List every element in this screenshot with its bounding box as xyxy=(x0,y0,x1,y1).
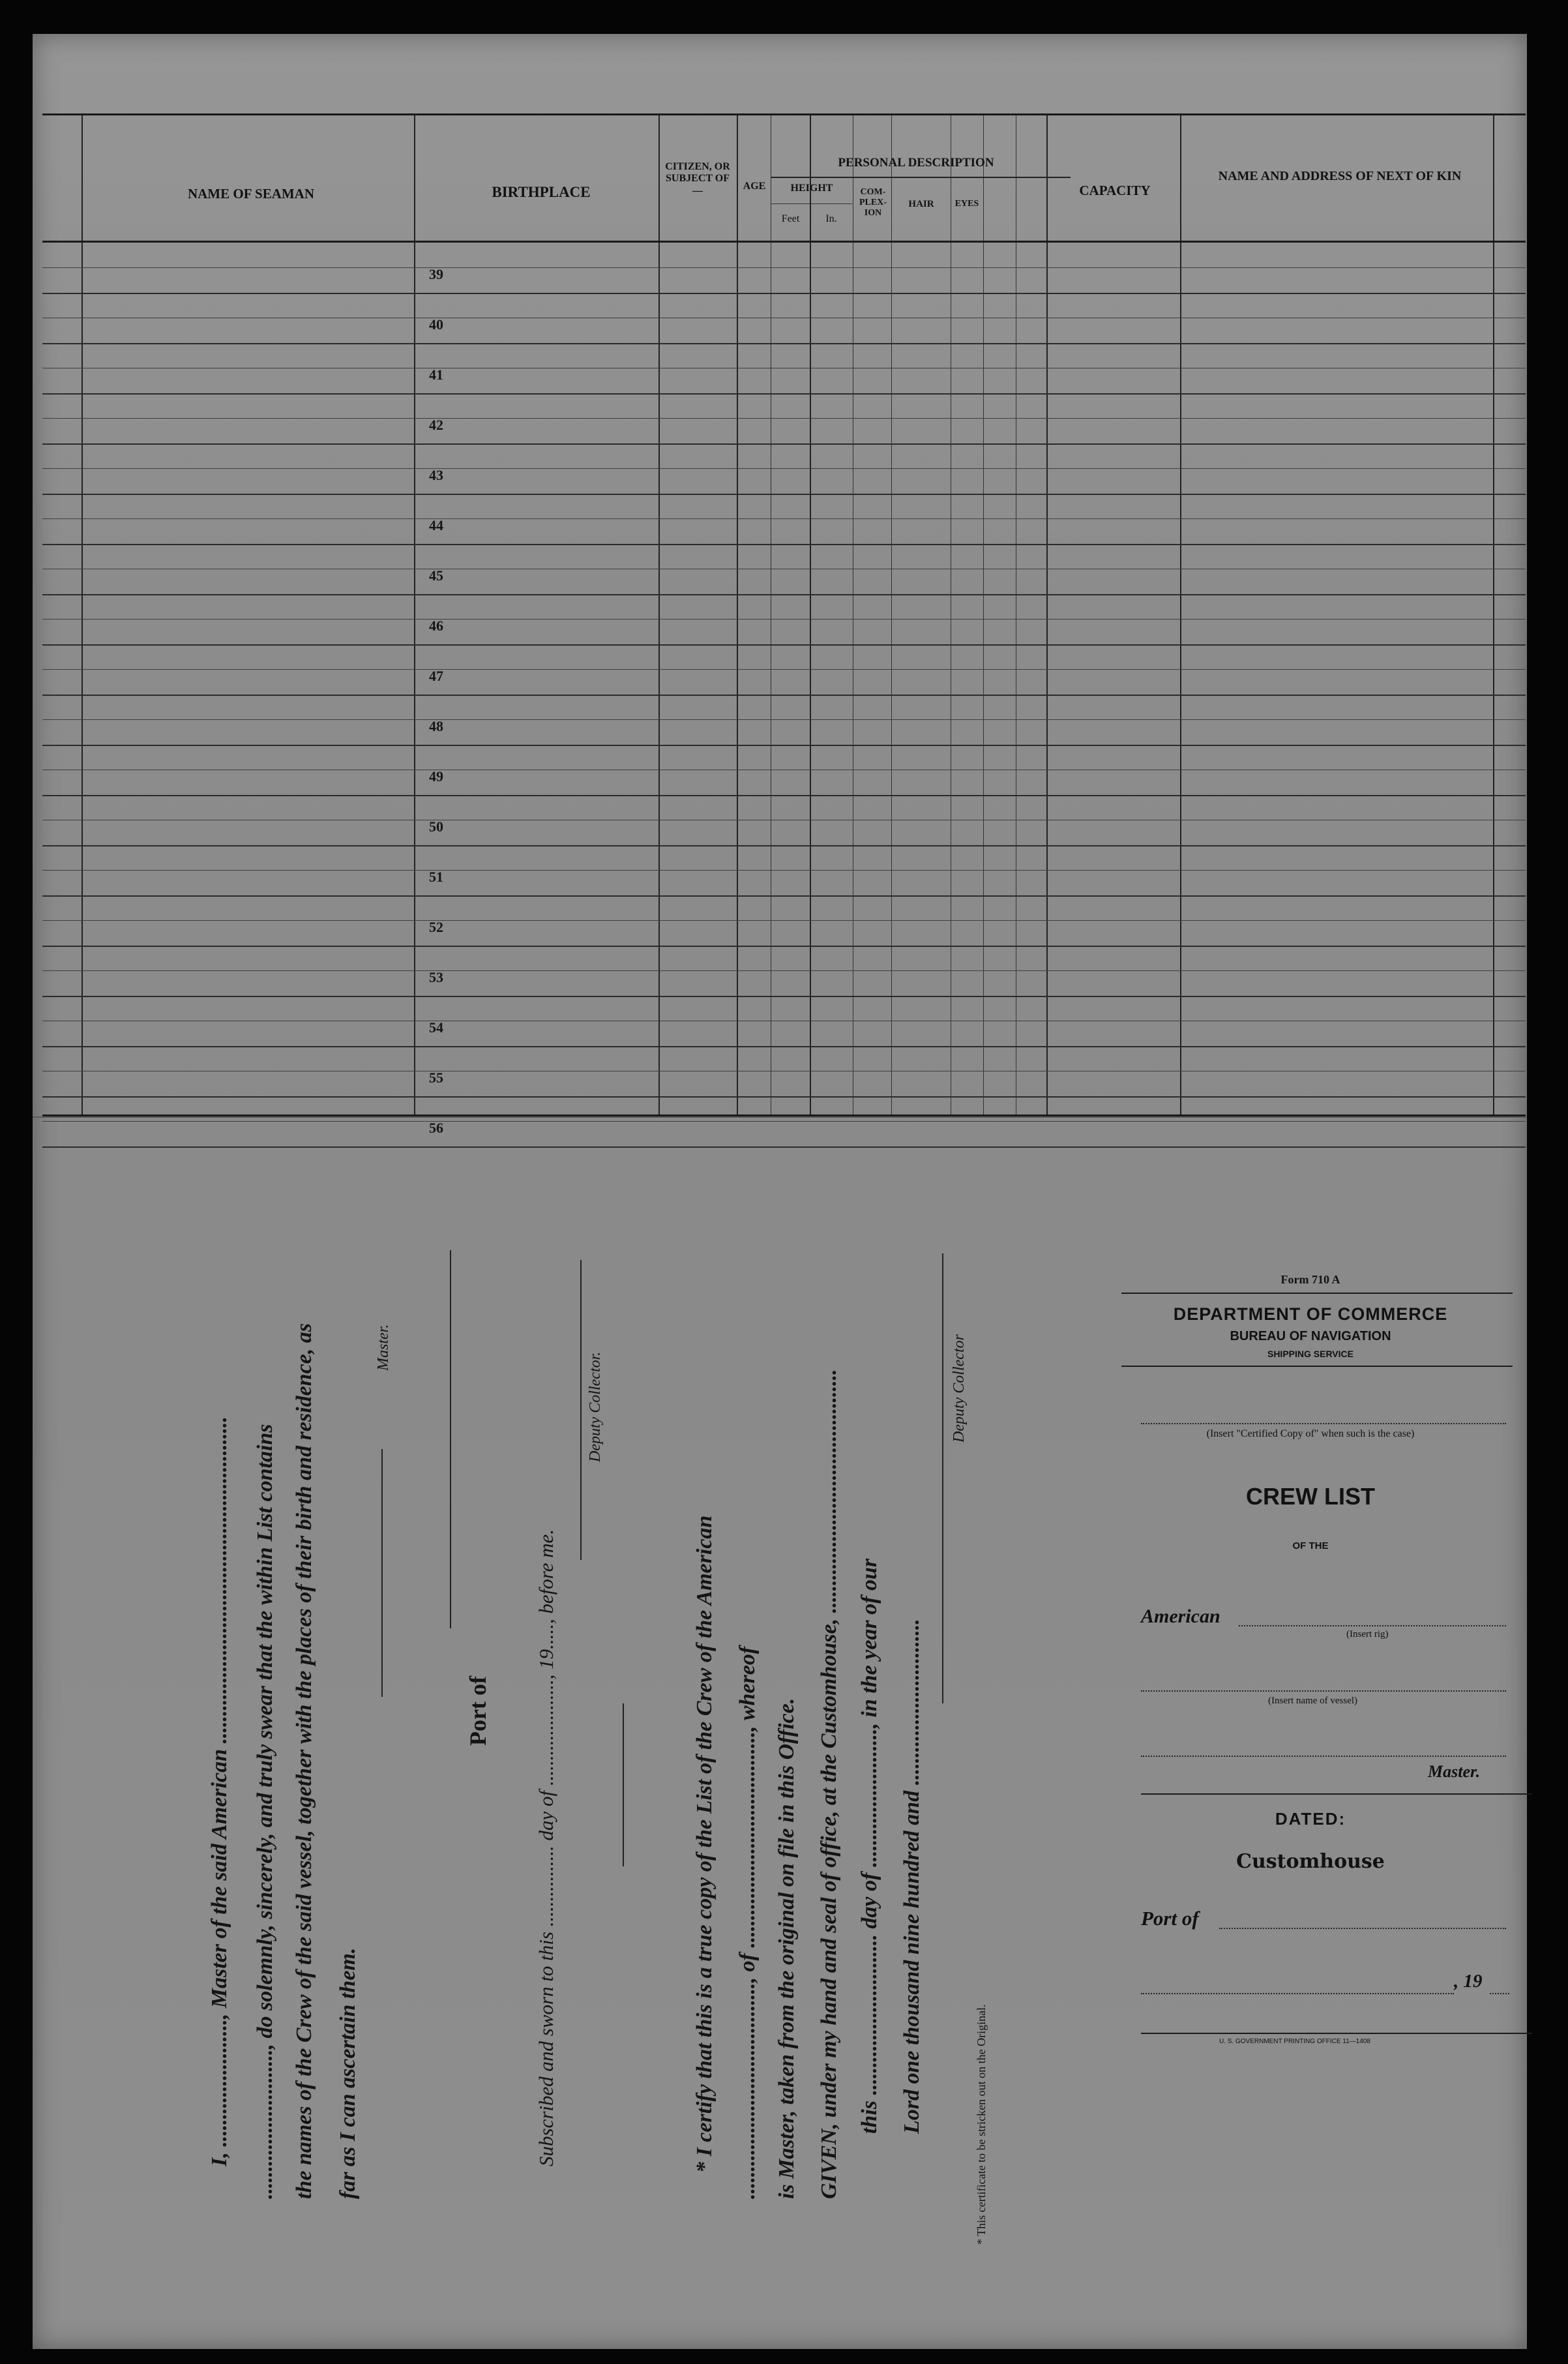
header-birthplace: BIRTHPLACE xyxy=(492,184,591,200)
dated-label: DATED: xyxy=(1275,1809,1346,1829)
row-number: 55 xyxy=(429,1070,443,1086)
service-title: SHIPPING SERVICE xyxy=(1267,1349,1354,1359)
header-eyes: EYES xyxy=(954,199,979,209)
oath-line-1: I, ......................., Master of the said American ........................................................... xyxy=(207,1416,231,2166)
master-signature-label: Master. xyxy=(375,1324,392,1371)
port-of-cover-label: Port of xyxy=(1141,1907,1199,1930)
certificate-line-1: * I certify that this is a true copy of the List of the Crew of the American xyxy=(692,1515,717,2173)
header-feet: Feet xyxy=(781,213,800,224)
of-the-label: OF THE xyxy=(1292,1540,1329,1551)
table-row xyxy=(42,343,1526,395)
header-citizen: CITIZEN, OR SUBJECT OF— xyxy=(665,161,730,196)
row-number: 43 xyxy=(429,467,443,483)
table-row xyxy=(42,845,1526,897)
table-row xyxy=(42,243,1526,294)
row-number: 41 xyxy=(429,367,443,383)
row-number: 48 xyxy=(429,718,443,734)
row-number: 56 xyxy=(429,1120,443,1136)
header-inches: In. xyxy=(825,213,837,224)
date-year-label: , 19 xyxy=(1454,1971,1483,1992)
master-label: Master. xyxy=(1428,1762,1481,1781)
certificate-line-2: ......................................., of ......................................., whereof xyxy=(735,1646,760,2199)
header-next-of-kin: NAME AND ADDRESS OF NEXT OF KIN xyxy=(1218,169,1462,183)
crew-list-title: CREW LIST xyxy=(1246,1483,1375,1510)
crew-table xyxy=(42,113,1526,1136)
table-row xyxy=(42,544,1526,595)
certificate-line-3: is Master, taken from the original on file in this Office. xyxy=(775,1698,799,2199)
table-row xyxy=(42,393,1526,445)
table-row xyxy=(42,695,1526,746)
table-row xyxy=(42,293,1526,344)
certificate-line-6: Lord one thousand nine hundred and .............................. xyxy=(900,1619,924,2134)
table-row xyxy=(42,1046,1526,1098)
table-row xyxy=(42,795,1526,846)
header-age: AGE xyxy=(743,181,766,192)
oath-line-3: the names of the Crew of the said vessel, together with the places of their birth and residence, as xyxy=(292,1323,316,2199)
row-number: 52 xyxy=(429,919,443,935)
table-row xyxy=(42,594,1526,646)
department-title: DEPARTMENT OF COMMERCE xyxy=(1173,1304,1448,1324)
header-name-of-seaman: NAME OF SEAMAN xyxy=(187,186,315,202)
row-number: 39 xyxy=(429,266,443,282)
row-number: 53 xyxy=(429,969,443,985)
row-number: 54 xyxy=(429,1019,443,1036)
certificate-line-5: this ............................. day of ........................., in the year of our xyxy=(857,1558,881,2134)
table-row xyxy=(42,1096,1526,1148)
customhouse-label: Customhouse xyxy=(1236,1850,1385,1873)
oath-line-4: far as I can ascertain them. xyxy=(336,1947,360,2199)
deputy-collector-label-2: Deputy Collector xyxy=(951,1334,968,1443)
table-row xyxy=(42,745,1526,796)
row-number: 47 xyxy=(429,668,443,684)
row-number: 49 xyxy=(429,768,443,785)
table-row xyxy=(42,895,1526,947)
header-height: HEIGHT xyxy=(790,183,833,194)
row-number: 46 xyxy=(429,618,443,634)
row-number: 50 xyxy=(429,818,443,835)
crew-list-page xyxy=(33,34,1527,2349)
certificate-footnote: * This certificate to be stricken out on the Original. xyxy=(975,2004,988,2245)
form-number: Form 710 A xyxy=(1280,1273,1340,1286)
row-number: 51 xyxy=(429,869,443,885)
header-hair: HAIR xyxy=(908,199,934,209)
insert-certified-note: (Insert "Certified Copy of" when such is the case) xyxy=(1206,1428,1415,1439)
table-row xyxy=(42,996,1526,1047)
insert-vessel-name-note: (Insert name of vessel) xyxy=(1268,1696,1358,1706)
insert-rig-note: (Insert rig) xyxy=(1346,1629,1389,1639)
row-number: 42 xyxy=(429,417,443,433)
american-label: American xyxy=(1141,1606,1220,1627)
table-row xyxy=(42,946,1526,997)
row-number: 44 xyxy=(429,517,443,533)
oath-line-2: ..........................., do solemnly, sincerely, and truly swear that the within List contains xyxy=(253,1424,277,2199)
deputy-collector-label-1: Deputy Collector. xyxy=(587,1351,604,1462)
subscribed-line: Subscribed and sworn to this ................ day of ....................., 19....., before me. xyxy=(535,1529,557,2166)
row-number: 40 xyxy=(429,316,443,333)
table-row xyxy=(42,644,1526,696)
bureau-title: BUREAU OF NAVIGATION xyxy=(1230,1329,1391,1343)
row-number: 45 xyxy=(429,567,443,584)
table-row xyxy=(42,494,1526,545)
header-capacity: CAPACITY xyxy=(1079,183,1151,198)
certificate-line-4: GIVEN, under my hand and seal of office, at the Customhouse, ............................................ xyxy=(817,1369,841,2199)
port-of-label: Port of xyxy=(465,1676,491,1746)
printer-imprint: U. S. GOVERNMENT PRINTING OFFICE 11—1408 xyxy=(1219,2038,1370,2045)
table-row xyxy=(42,443,1526,495)
header-complexion: COM- PLEX- ION xyxy=(859,187,887,218)
header-personal-description: PERSONAL DESCRIPTION xyxy=(838,156,994,170)
